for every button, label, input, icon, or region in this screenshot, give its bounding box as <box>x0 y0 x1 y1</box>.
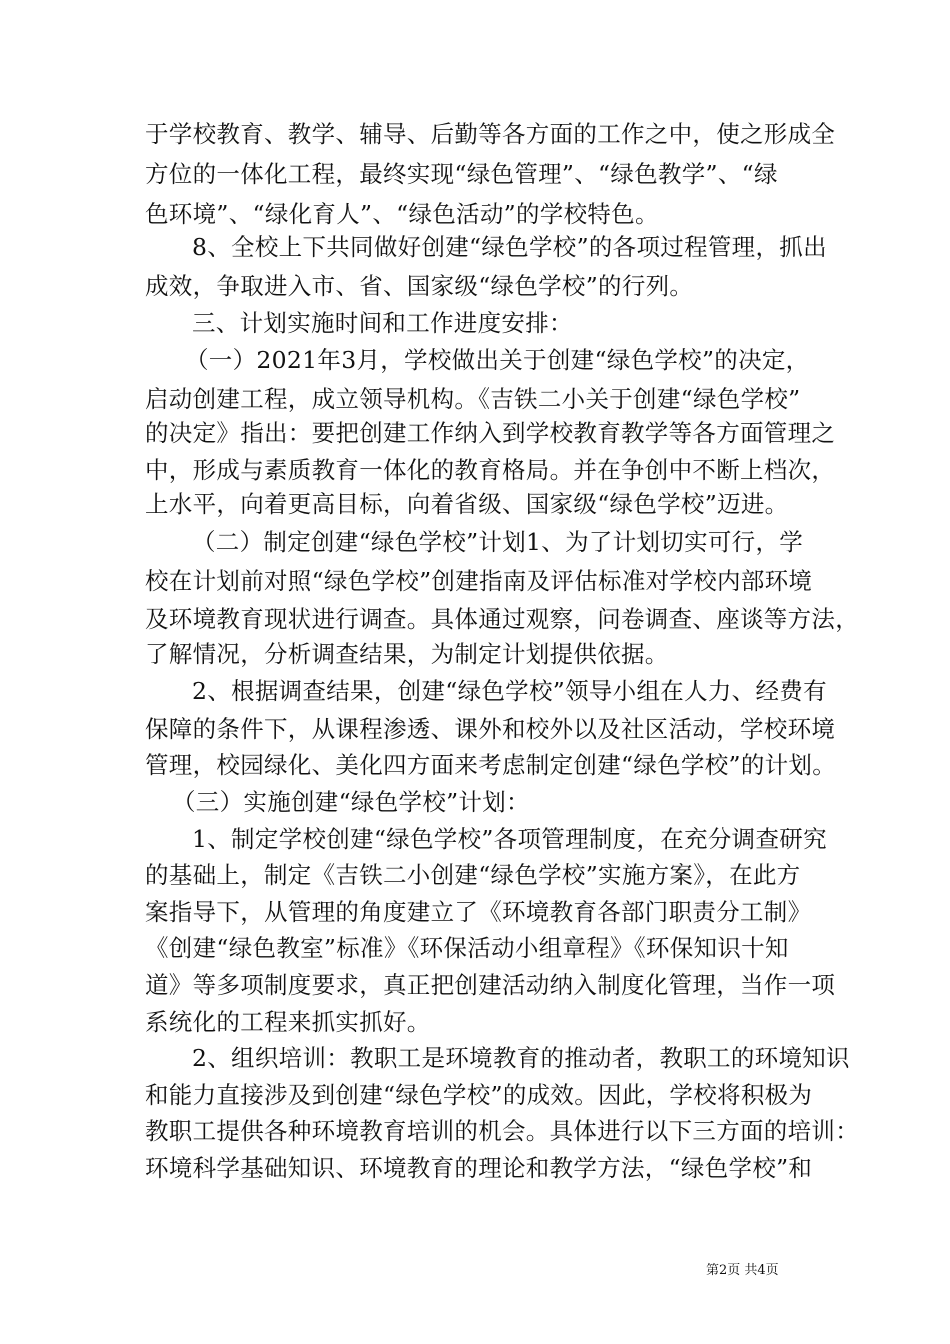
text-line: 方位的一体化工程，最终实现“绿色管理”、“绿色教学”、“绿 <box>145 160 778 188</box>
text-line: 中，形成与素质教育一体化的教育格局。并在争创中不断上档次， <box>145 456 836 484</box>
text-line: 8、全校上下共同做好创建“绿色学校”的各项过程管理，抓出 <box>192 233 827 261</box>
text-line: 保障的条件下，从课程渗透、课外和校外以及社区活动，学校环境 <box>145 715 836 743</box>
subsection-heading: （三）实施创建“绿色学校”计划： <box>172 788 530 816</box>
text-line: 案指导下，从管理的角度建立了《环境教育各部门职责分工制》 <box>145 898 812 926</box>
text-line: 环境科学基础知识、环境教育的理论和教学方法，“绿色学校”和 <box>145 1154 813 1182</box>
text-line: 1、制定学校创建“绿色学校”各项管理制度，在充分调查研究 <box>192 825 827 853</box>
section-heading: 三、计划实施时间和工作进度安排： <box>192 309 573 337</box>
page-number: 第2页 共4页 <box>706 1263 779 1278</box>
subsection-heading: （二）制定创建“绿色学校”计划1、为了计划切实可行，学 <box>192 528 804 556</box>
text-line: 《创建“绿色教室”标准》《环保活动小组章程》《环保知识十知 <box>145 934 789 962</box>
text-line: 启动创建工程，成立领导机构。《吉铁二小关于创建“绿色学校” <box>145 385 801 413</box>
text-line: 的决定》指出：要把创建工作纳入到学校教育教学等各方面管理之 <box>145 419 836 447</box>
text-line: 教职工提供各种环境教育培训的机会。具体进行以下三方面的培训： <box>145 1117 859 1145</box>
text-line: 成效，争取进入市、省、国家级“绿色学校”的行列。 <box>145 272 694 300</box>
text-line: 及环境教育现状进行调查。具体通过观察，问卷调查、座谈等方法， <box>145 605 859 633</box>
text-line: 于学校教育、教学、辅导、后勤等各方面的工作之中，使之形成全 <box>145 120 836 148</box>
text-line: 上水平，向着更高目标，向着省级、国家级“绿色学校”迈进。 <box>145 490 789 518</box>
text-line: 和能力直接涉及到创建“绿色学校”的成效。因此，学校将积极为 <box>145 1081 813 1109</box>
text-line: 系统化的工程来抓实抓好。 <box>145 1008 431 1036</box>
text-line: 道》等多项制度要求，真正把创建活动纳入制度化管理，当作一项 <box>145 971 836 999</box>
subsection-heading: （一）2021年3月，学校做出关于创建“绿色学校”的决定， <box>185 346 810 374</box>
text-line: 管理，校园绿化、美化四方面来考虑制定创建“绿色学校”的计划。 <box>145 751 837 779</box>
text-line: 校在计划前对照“绿色学校”创建指南及评估标准对学校内部环境 <box>145 567 813 595</box>
text-line: 的基础上，制定《吉铁二小创建“绿色学校”实施方案》，在此方 <box>145 861 801 889</box>
text-line: 了解情况，分析调查结果，为制定计划提供依据。 <box>145 640 669 668</box>
text-line: 2、根据调查结果，创建“绿色学校”领导小组在人力、经费有 <box>192 677 827 705</box>
text-line: 色环境”、“绿化育人”、“绿色活动”的学校特色。 <box>145 200 659 228</box>
text-line: 2、组织培训：教职工是环境教育的推动者，教职工的环境知识 <box>192 1044 850 1072</box>
